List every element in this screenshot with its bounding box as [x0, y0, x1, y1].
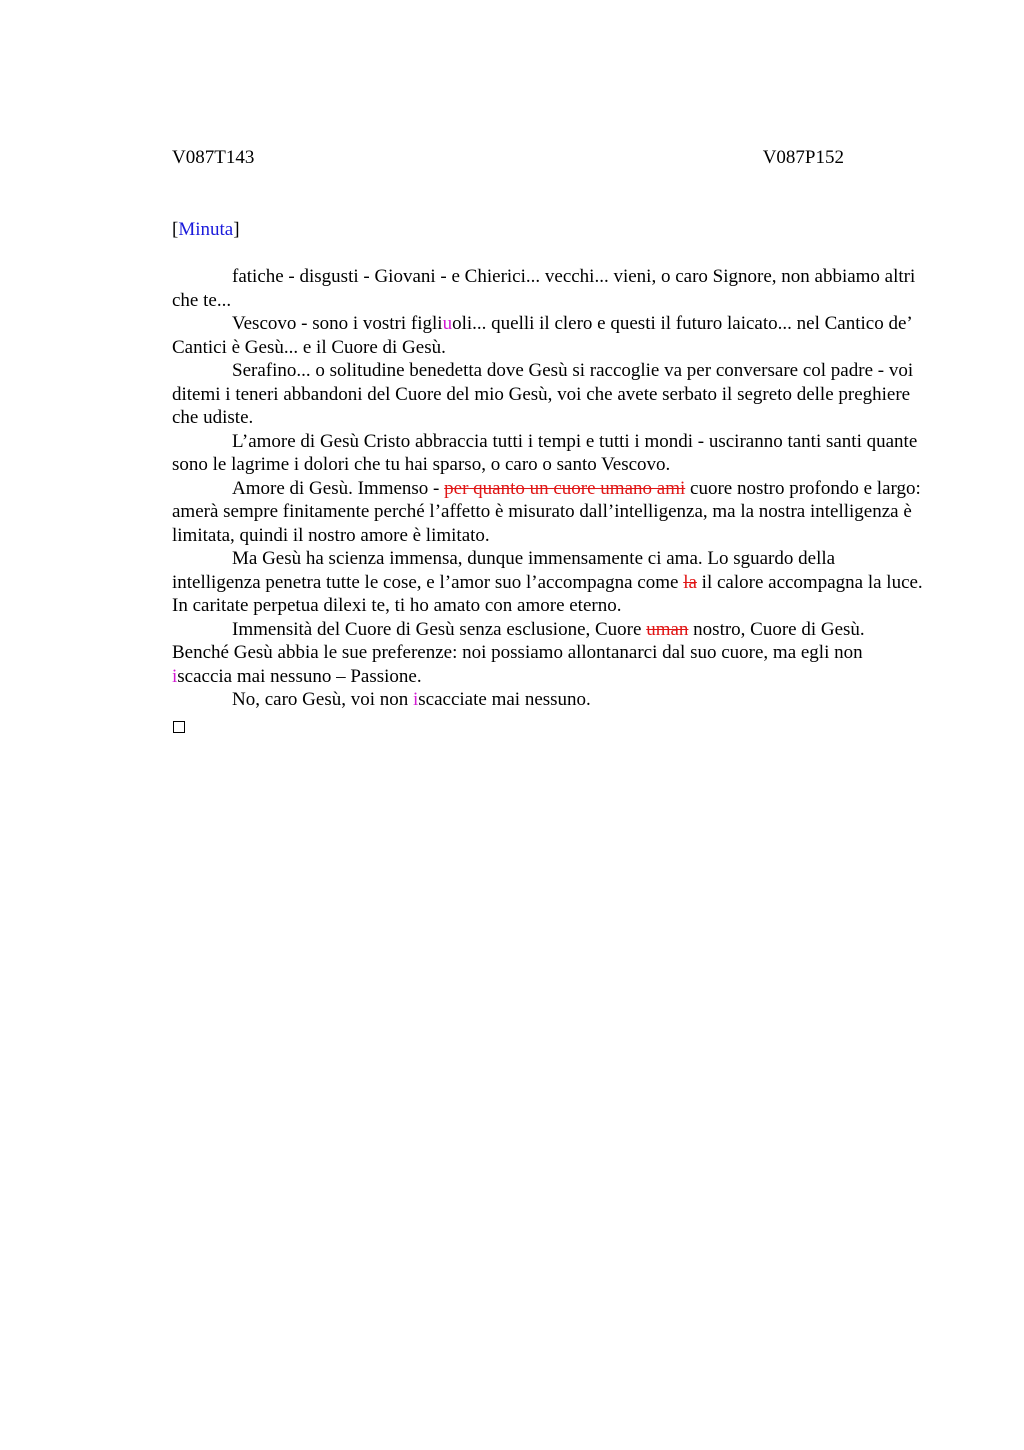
paragraph-8 [172, 688, 924, 712]
paragraph-text: Serafino... o solitudine benedetta dove Gesù si raccoglie va per conversare col padre - voi ditemi i teneri abbandoni del Cuore del mio Gesù, voi che avete serbato il segreto delle preghiere che udiste. [172, 360, 914, 428]
paragraph-text: L’amore di Gesù Cristo abbraccia tutti i tempi e tutti i mondi - usciranno tanti santi quante sono le lagrime i dolori che tu hai sparso, o caro o santo Vescovo. [172, 430, 918, 475]
insertion-mark: i [172, 665, 178, 687]
draft-bracket-close: ] [233, 219, 240, 240]
paragraph-text: fatiche - disgusti - Giovani - e Chierici... vecchi... vieni, o caro Signore, non abbiamo altri che te... [172, 266, 916, 311]
paragraph-text: No, caro Gesù, voi non [232, 689, 413, 710]
paragraph-6 [172, 547, 924, 618]
paragraph-text: Ma Gesù ha scienza immensa, dunque immensamente ci ama. Lo sguardo della intelligenza penetra tutte le cose, e l’amor suo l’accompagna come [172, 548, 836, 593]
paragraph-text: nostro, Cuore di Gesù. Benché Gesù abbia le sue preferenze: noi possiamo allontanarci dal suo cuore, ma egli non [172, 618, 865, 663]
paragraph-text: il calore accompagna la luce. In caritate perpetua dilexi te, ti ho amato con amore eterno. [172, 571, 923, 616]
draft-bracket-open: [ [172, 219, 179, 240]
insertion-mark: i [413, 689, 419, 710]
page-header [172, 146, 844, 170]
deletion-mark: per quanto un cuore umano ami [444, 477, 686, 499]
paragraph-5 [172, 477, 924, 548]
end-of-text-box-icon [173, 721, 185, 733]
paragraph-text: Immensità del Cuore di Gesù senza esclusione, Cuore [232, 618, 647, 640]
document-code-right: V087P152 [762, 147, 844, 168]
document-code-left: V087T143 [172, 147, 255, 168]
paragraph-3 [172, 359, 924, 430]
deletion-mark: la [683, 571, 697, 593]
paragraph-text: scaccia mai nessuno – Passione. [177, 665, 422, 687]
paragraph-4 [172, 430, 924, 477]
paragraph-text: oli... quelli il clero e questi il futuro laicato... nel Cantico de’ Cantici è Gesù... e il Cuore di Gesù. [172, 313, 912, 358]
document-body [172, 265, 924, 712]
paragraph-text: cuore nostro profondo e largo: amerà sempre finitamente perché l’affetto è misurato dall’intelligenza, ma la nostra intelligenza è limitata, quindi il nostro amore è limitato. [172, 477, 921, 546]
draft-label [172, 218, 240, 242]
paragraph-text: Vescovo - sono i vostri figli [232, 313, 443, 334]
insertion-mark: u [442, 313, 453, 334]
paragraph-7 [172, 618, 924, 689]
deletion-mark: uman [646, 618, 689, 640]
paragraph-text: scacciate mai nessuno. [418, 689, 591, 710]
draft-label-text: Minuta [178, 219, 234, 240]
paragraph-2 [172, 312, 924, 359]
paragraph-1 [172, 265, 924, 312]
paragraph-text: Amore di Gesù. Immenso - [232, 477, 445, 499]
